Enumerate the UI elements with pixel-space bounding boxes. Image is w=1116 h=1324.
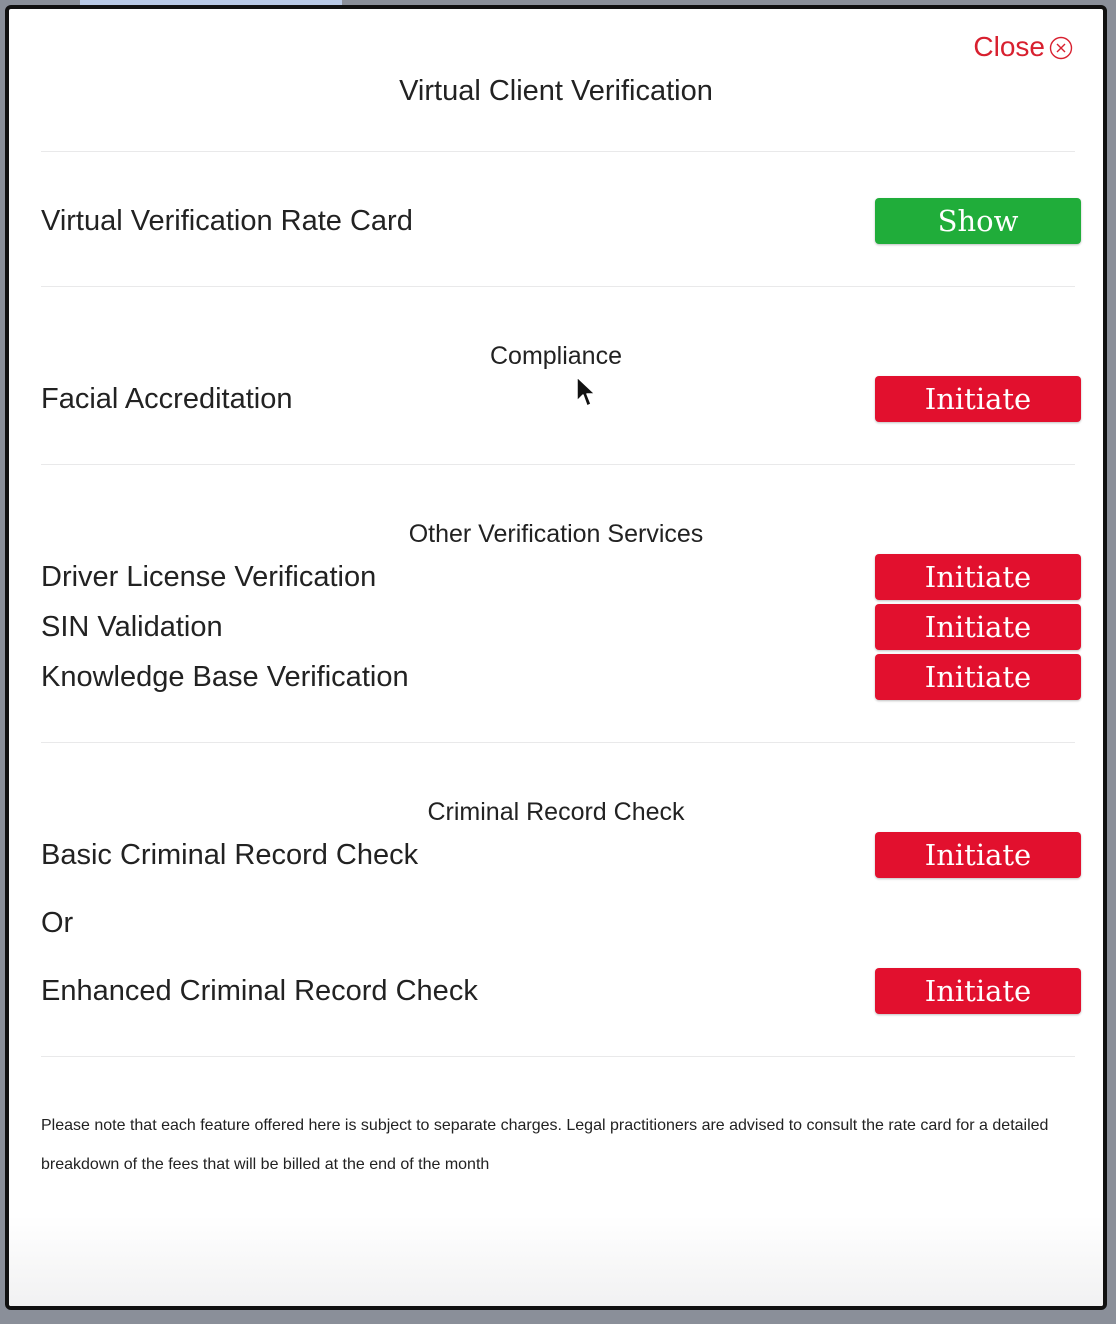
divider	[41, 1056, 1075, 1057]
rate-card-label: Virtual Verification Rate Card	[41, 205, 413, 237]
other-services-heading: Other Verification Services	[408, 520, 704, 548]
initiate-facial-accreditation-button[interactable]: Initiate	[875, 376, 1081, 422]
modal-title: Virtual Client Verification	[399, 75, 713, 107]
modal-footer	[9, 1216, 1103, 1306]
charges-notice: Please note that each feature offered here is subject to separate charges. Legal practitioners are advised to consult the rate card for a detailed breakdown of the fees that will be billed at the end of the month	[41, 1117, 1049, 1173]
mouse-pointer-icon	[575, 375, 597, 409]
initiate-driver-license-button[interactable]: Initiate	[875, 554, 1081, 600]
criminal-record-heading: Criminal Record Check	[427, 798, 685, 826]
divider	[41, 286, 1075, 287]
verification-modal	[5, 5, 1107, 1310]
divider	[41, 742, 1075, 743]
initiate-sin-validation-button[interactable]: Initiate	[875, 604, 1081, 650]
initiate-knowledge-base-button[interactable]: Initiate	[875, 654, 1081, 700]
or-separator: Or	[41, 907, 74, 939]
initiate-enhanced-criminal-record-button[interactable]: Initiate	[875, 968, 1081, 1014]
compliance-heading: Compliance	[489, 342, 622, 370]
driver-license-label: Driver License Verification	[41, 561, 377, 593]
close-button[interactable]	[973, 31, 1073, 63]
knowledge-base-label: Knowledge Base Verification	[41, 661, 409, 693]
close-label: Close	[973, 31, 1045, 62]
enhanced-criminal-record-label: Enhanced Criminal Record Check	[41, 975, 478, 1007]
sin-validation-label: SIN Validation	[41, 611, 223, 643]
divider	[41, 151, 1075, 152]
divider	[41, 464, 1075, 465]
show-rate-card-button[interactable]: Show	[875, 198, 1081, 244]
circle-x-icon[interactable]	[1049, 35, 1073, 59]
basic-criminal-record-label: Basic Criminal Record Check	[41, 839, 419, 871]
facial-accreditation-label: Facial Accreditation	[41, 383, 293, 415]
initiate-basic-criminal-record-button[interactable]: Initiate	[875, 832, 1081, 878]
